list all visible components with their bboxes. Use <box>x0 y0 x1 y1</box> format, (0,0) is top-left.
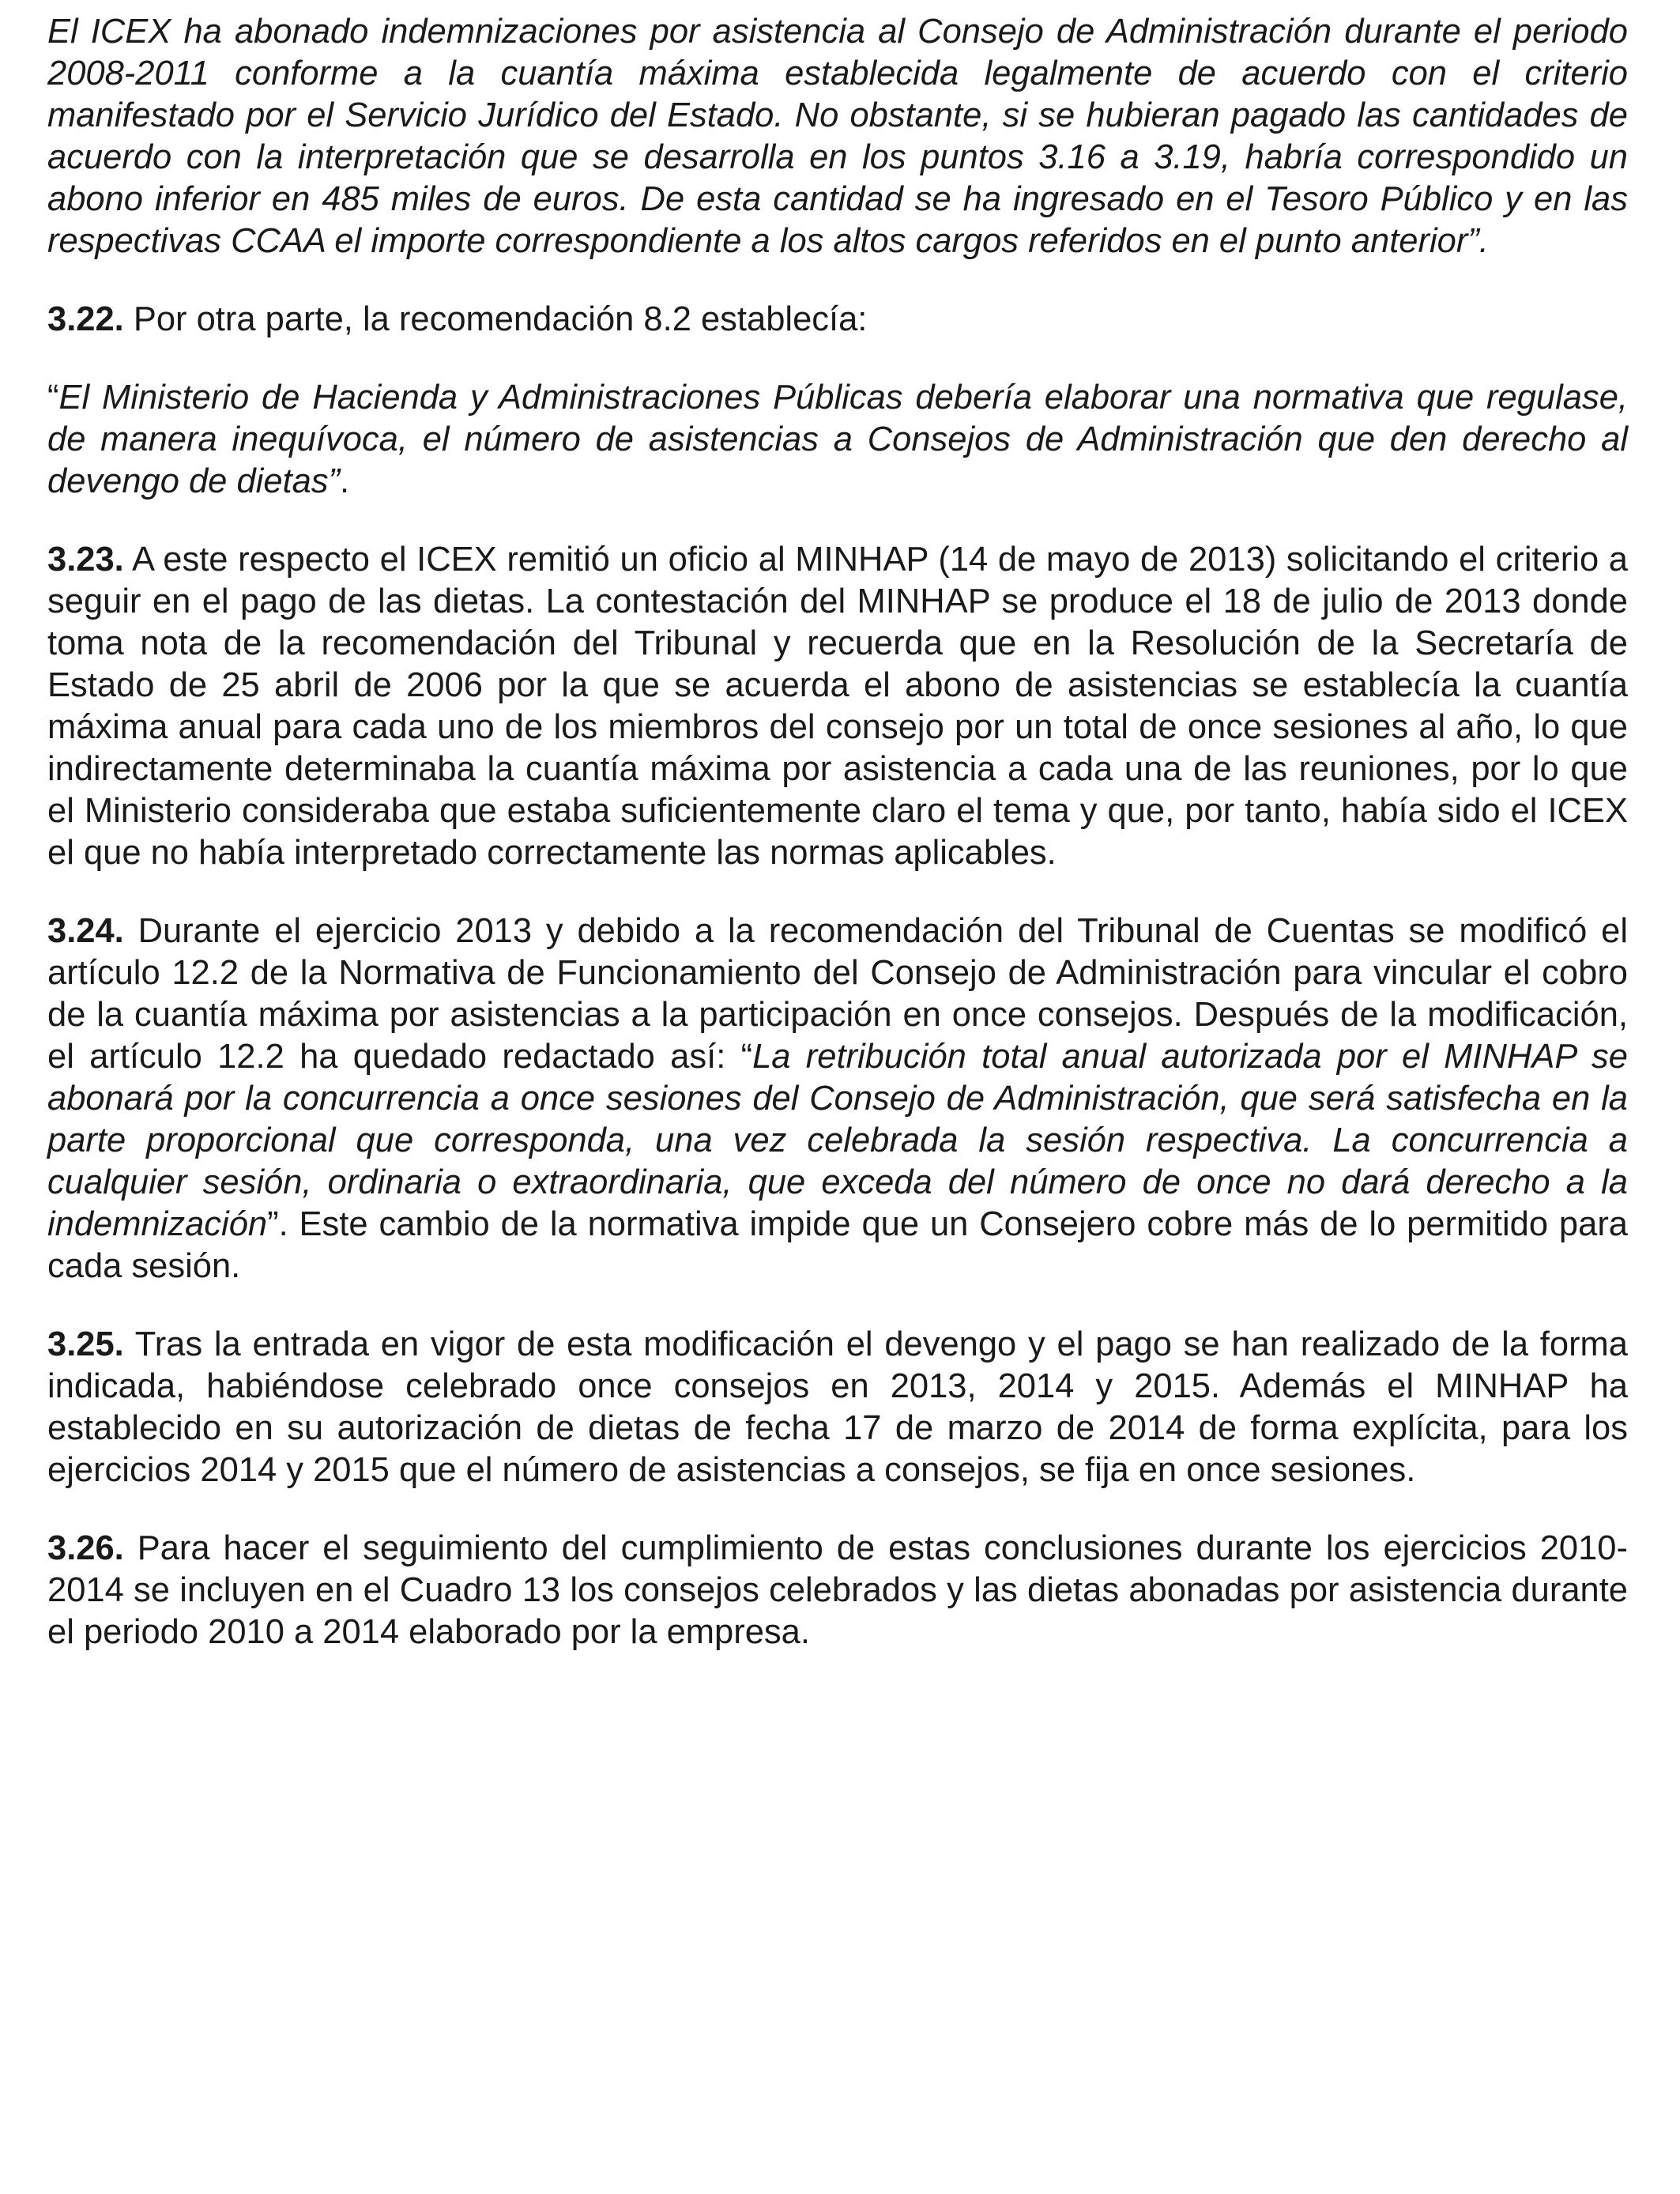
quoted-article-12-2: La retribución total anual autorizada por el MINHAP se abonará por la concurrencia a once sesiones del Consejo de Administración, que será satisfecha en la parte proporcional que corresponda, una vez celebrada la sesión respectiva. La concurrencia a cualquier sesión, ordinaria o extraordinaria, que exceda del número de once no dará derecho a la indemnización <box>47 1038 1628 1243</box>
paragraph-number: 3.22. <box>47 300 124 338</box>
paragraph-number: 3.24. <box>47 912 124 950</box>
paragraph-text: Por otra parte, la recomendación 8.2 establecía: <box>123 300 868 338</box>
paragraph-text: Para hacer el seguimiento del cumplimiento de estas conclusiones durante los ejercicios 2010-2014 se incluyen en el Cuadro 13 los consejos celebrados y las dietas abonadas por asistencia durante el periodo 2010 a 2014 elaborado por la empresa. <box>47 1529 1628 1651</box>
paragraph-3-22 <box>47 299 1628 341</box>
paragraph-text-end: ”. Este cambio de la normativa impide que un Consejero cobre más de lo permitido para cada sesión. <box>47 1205 1628 1285</box>
document-page <box>47 11 1628 1690</box>
paragraph-recommendation-8-2 <box>47 377 1628 503</box>
paragraph-text: A este respecto el ICEX remitió un oficio al MINHAP (14 de mayo de 2013) solicitando el criterio a seguir en el pago de las dietas. La contestación del MINHAP se produce el 18 de julio de 2013 donde toma nota de la recomendación del Tribunal y recuerda que en la Resolución de la Secretaría de Estado de 25 abril de 2006 por la que se acuerda el abono de asistencias se establecía la cuantía máxima anual para cada uno de los miembros del consejo por un total de once sesiones al año, lo que indirectamente determinaba la cuantía máxima por asistencia a cada una de las reuniones, por lo que el Ministerio consideraba que estaba suficientemente claro el tema y que, por tanto, había sido el ICEX el que no había interpretado correctamente las normas aplicables. <box>47 541 1628 872</box>
quote-open-mark: “ <box>47 379 59 417</box>
paragraph-3-24 <box>47 910 1628 1287</box>
paragraph-number: 3.26. <box>47 1529 124 1567</box>
paragraph-text: El ICEX ha abonado indemnizaciones por asistencia al Consejo de Administración durante el periodo 2008-2011 conforme a la cuantía máxima establecida legalmente de acuerdo con el criterio manifestado por el Servicio Jurídico del Estado. No obstante, si se hubieran pagado las cantidades de acuerdo con la interpretación que se desarrolla en los puntos 3.16 a 3.19, habría correspondido un abono inferior en 485 miles de euros. De esta cantidad se ha ingresado en el Tesoro Público y en las respectivas CCAA el importe correspondiente a los altos cargos referidos en el punto anterior”. <box>47 13 1628 260</box>
paragraph-quote-continuation <box>47 11 1628 262</box>
paragraph-number: 3.25. <box>47 1325 124 1363</box>
paragraph-3-25 <box>47 1324 1628 1491</box>
paragraph-number: 3.23. <box>47 541 124 579</box>
paragraph-text: Durante el ejercicio 2013 y debido a la recomendación del Tribunal de Cuentas se modificó el artículo 12.2 de la Normativa de Funcionamiento del Consejo de Administración para vincular el cobro de la cuantía máxima por asistencias a la participación en once consejos. Después de la modificación, el artículo 12.2 ha quedado redactado así: “ <box>47 912 1628 1076</box>
quote-close-mark: . <box>340 462 350 500</box>
quote-text: El Ministerio de Hacienda y Administraciones Públicas debería elaborar una normativa que regulase, de manera inequívoca, el número de asistencias a Consejos de Administración que den derecho al devengo de dietas” <box>47 379 1628 500</box>
paragraph-3-23 <box>47 539 1628 874</box>
paragraph-3-26 <box>47 1528 1628 1653</box>
paragraph-text: Tras la entrada en vigor de esta modificación el devengo y el pago se han realizado de la forma indicada, habiéndose celebrado once consejos en 2013, 2014 y 2015. Además el MINHAP ha establecido en su autorización de dietas de fecha 17 de marzo de 2014 de forma explícita, para los ejercicios 2014 y 2015 que el número de asistencias a consejos, se fija en once sesiones. <box>47 1325 1628 1489</box>
